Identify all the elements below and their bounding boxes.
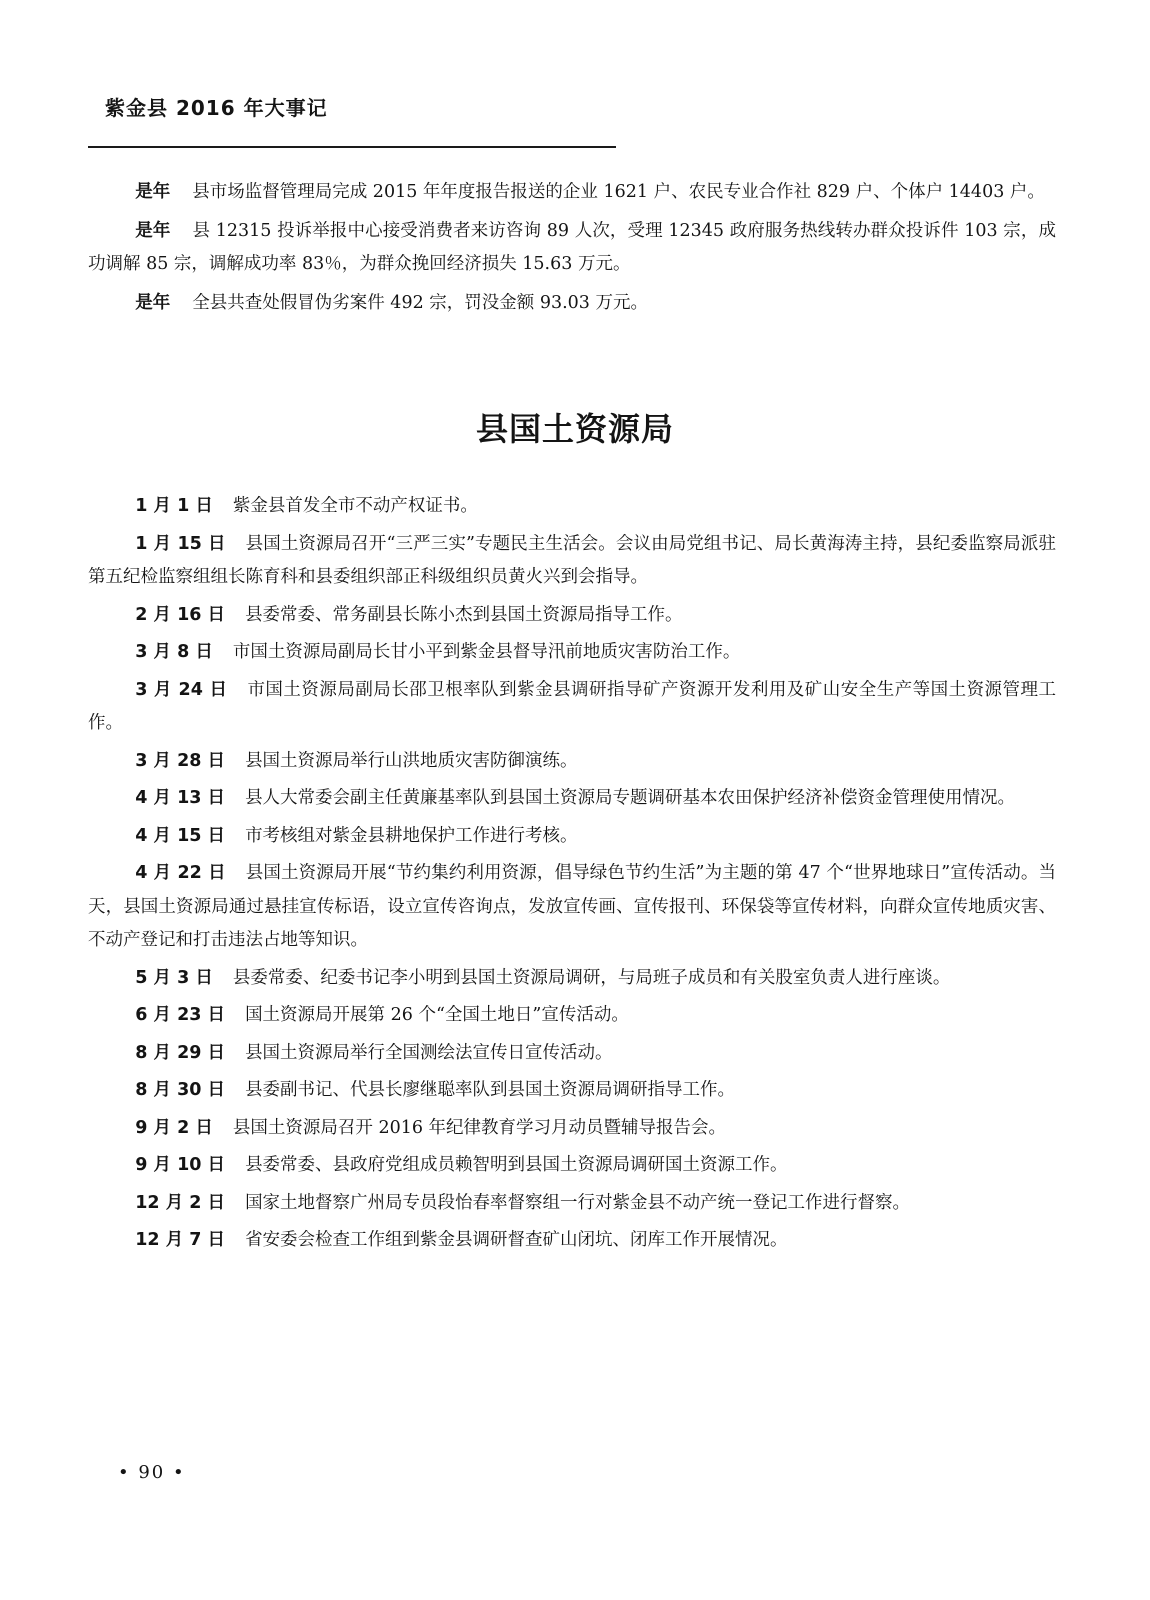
- entry-text: 县人大常委会副主任黄廉基率队到县国土资源局专题调研基本农田保护经济补偿资金管理使用情况。: [245, 788, 1016, 808]
- entry-text: 国土资源局开展第 26 个“全国土地日”宣传活动。: [245, 1005, 629, 1025]
- year-entry: [88, 176, 1056, 210]
- entry-date: 12 月 2 日: [135, 1192, 226, 1213]
- entry-text: 县委副书记、代县长廖继聪率队到县国土资源局调研指导工作。: [245, 1080, 736, 1100]
- entry-date: 4 月 22 日: [135, 863, 226, 883]
- chronology-entry: [88, 1074, 1056, 1108]
- chronology-entry: [88, 599, 1056, 633]
- entry-text: 县市场监督管理局完成 2015 年年度报告报送的企业 1621 户、农民专业合作社 829 户、个体户 14403 户。: [192, 182, 1045, 202]
- entry-lead: 是年: [135, 220, 171, 241]
- entry-date: 2 月 16 日: [135, 604, 226, 625]
- entry-text: 县委常委、纪委书记李小明到县国土资源局调研，与局班子成员和有关股室负责人进行座谈。: [232, 967, 951, 988]
- chronology-entry: [88, 999, 1056, 1033]
- entry-date: 3 月 8 日: [135, 642, 213, 662]
- entry-text: 县委常委、常务副县长陈小杰到县国土资源局指导工作。: [245, 604, 683, 625]
- entry-lead: 是年: [135, 182, 171, 202]
- entry-date: 9 月 10 日: [135, 1155, 226, 1175]
- entry-text: 全县共查处假冒伪劣案件 492 宗，罚没金额 93.03 万元。: [192, 292, 649, 313]
- previous-section-entries: [88, 176, 1056, 325]
- chronology-list: [88, 490, 1056, 1262]
- entry-text: 县国土资源局召开“三严三实”专题民主生活会。会议由局党组书记、局长黄海涛主持，县纪委监察局派驻第五纪检监察组组长陈育科和县委组织部正科级组织员黄火兴到会指导。: [88, 533, 1057, 587]
- chronology-entry: [88, 636, 1056, 670]
- page-number: • 90 •: [118, 1462, 186, 1483]
- chronology-entry: [88, 528, 1056, 595]
- chronology-entry: [88, 820, 1056, 854]
- year-entry: [88, 215, 1056, 282]
- chronology-entry: [88, 1112, 1056, 1146]
- header-rule: [88, 146, 616, 148]
- chronology-entry: [88, 490, 1056, 524]
- entry-text: 国家土地督察广州局专员段怡春率督察组一行对紫金县不动产统一登记工作进行督察。: [245, 1192, 911, 1213]
- entry-date: 4 月 13 日: [135, 788, 226, 808]
- entry-date: 5 月 3 日: [135, 967, 213, 988]
- chronology-entry: [88, 782, 1056, 816]
- chronology-entry: [88, 674, 1056, 741]
- entry-text: 县委常委、县政府党组成员赖智明到县国土资源局调研国土资源工作。: [245, 1155, 788, 1175]
- entry-date: 8 月 30 日: [135, 1080, 226, 1100]
- chronology-entry: [88, 1224, 1056, 1258]
- entry-text: 市考核组对紫金县耕地保护工作进行考核。: [245, 825, 578, 846]
- chronology-entry: [88, 857, 1056, 958]
- chronology-entry: [88, 1149, 1056, 1183]
- entry-date: 6 月 23 日: [135, 1005, 226, 1025]
- entry-date: 4 月 15 日: [135, 825, 226, 846]
- section-title: 县国土资源局: [475, 410, 674, 448]
- running-head-title: 紫金县 2016 年大事记: [105, 96, 328, 120]
- entry-text: 市国土资源局副局长甘小平到紫金县督导汛前地质灾害防治工作。: [232, 642, 741, 662]
- entry-text: 县 12315 投诉举报中心接受消费者来访咨询 89 人次，受理 12345 政府服务热线转办群众投诉件 103 宗，成功调解 85 宗，调解成功率 83％，为群众挽回经济损失 15.63 万元。: [88, 220, 1057, 274]
- entry-text: 县国土资源局召开 2016 年纪律教育学习月动员暨辅导报告会。: [232, 1117, 727, 1138]
- chronology-entry: [88, 1187, 1056, 1221]
- entry-text: 紫金县首发全市不动产权证书。: [232, 496, 478, 516]
- chronology-entry: [88, 745, 1056, 779]
- entry-date: 1 月 1 日: [135, 496, 213, 516]
- entry-lead: 是年: [135, 292, 171, 313]
- entry-date: 3 月 28 日: [135, 750, 226, 771]
- year-entry: [88, 287, 1056, 321]
- entry-date: 1 月 15 日: [135, 533, 226, 554]
- entry-date: 3 月 24 日: [135, 679, 228, 700]
- entry-date: 8 月 29 日: [135, 1042, 226, 1063]
- entry-text: 省安委会检查工作组到紫金县调研督查矿山闭坑、闭库工作开展情况。: [245, 1230, 788, 1250]
- entry-text: 市国土资源局副局长邵卫根率队到紫金县调研指导矿产资源开发利用及矿山安全生产等国土资源管理工作。: [88, 679, 1056, 733]
- entry-text: 县国土资源局举行山洪地质灾害防御演练。: [245, 750, 578, 771]
- entry-date: 12 月 7 日: [135, 1230, 226, 1250]
- entry-text: 县国土资源局举行全国测绘法宣传日宣传活动。: [245, 1042, 613, 1063]
- chronology-entry: [88, 962, 1056, 996]
- entry-date: 9 月 2 日: [135, 1117, 213, 1138]
- chronology-entry: [88, 1037, 1056, 1071]
- entry-text: 县国土资源局开展“节约集约利用资源，倡导绿色节约生活”为主题的第 47 个“世界地球日”宣传活动。当天，县国土资源局通过悬挂宣传标语，设立宣传咨询点，发放宣传画、宣传报刊、环保袋等宣传材料，向群众宣传地质灾害、不动产登记和打击违法占地等知识。: [88, 863, 1056, 950]
